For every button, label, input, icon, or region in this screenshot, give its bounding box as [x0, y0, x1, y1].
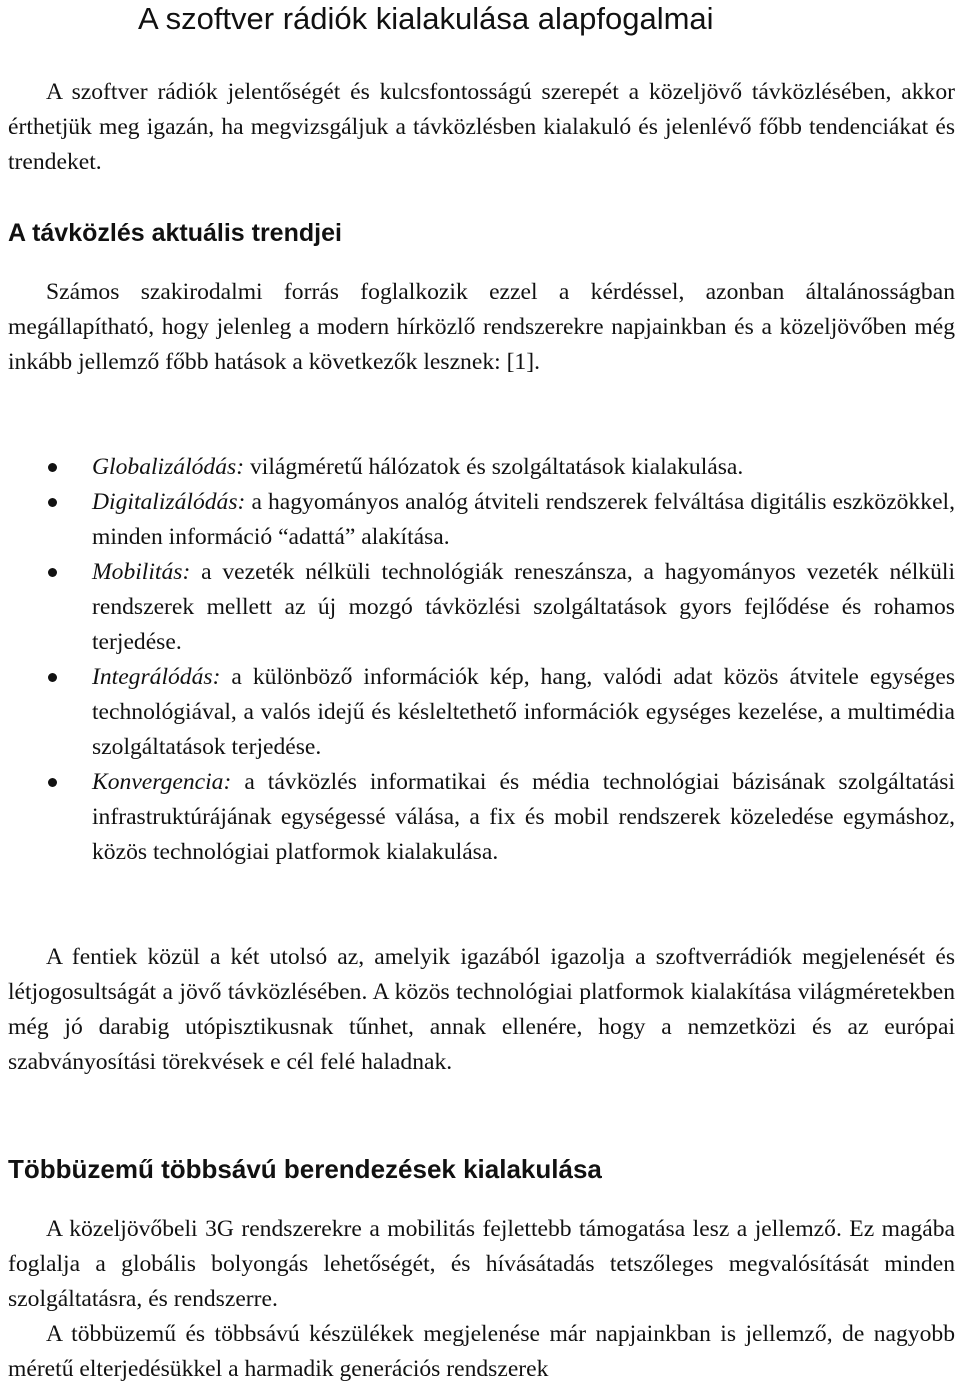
bullet-text: a különböző információk kép, hang, valódi adat közös átvitele egységes technológiával, a valós idejű és késleltethető információk egységes kezelése, a multimédia szolgáltatások terjedése.: [92, 664, 955, 760]
bullet-icon: [48, 498, 57, 507]
bullet-icon: [48, 673, 57, 682]
bullet-text: világméretű hálózatok és szolgáltatások kialakulása.: [244, 454, 744, 480]
section-heading-multimode: Többüzemű többsávú berendezések kialakulása: [8, 1154, 602, 1184]
page-title: A szoftver rádiók kialakulása alapfogalmai: [138, 1, 714, 36]
bullet-term: Globalizálódás:: [92, 454, 245, 480]
list-item: [8, 485, 955, 555]
bullet-term: Integrálódás:: [92, 664, 221, 690]
list-item: [8, 555, 955, 660]
closing-paragraph: A fentiek közül a két utolsó az, amelyik igazából igazolja a szoftverrádiók megjelenését és létjogosultságát a jövő távközlésében. A közös technológiai platformok kialakítása világméretekben még jó darabig utópisztikusnak tűnhet, annak ellenére, hogy a nemzetközi és az európai szabványosítási törekvések e cél felé haladnak.: [8, 944, 955, 1075]
bullet-text: a hagyományos analóg átviteli rendszerek felváltása digitális eszközökkel, minden információ “adattá” alakítása.: [92, 489, 955, 550]
multimode-paragraph-2: A többüzemű és többsávú készülékek megjelenése már napjainkban is jellemző, de nagyobb méretű elterjedésükkel a harmadik generációs rendszerek: [8, 1321, 955, 1382]
section-heading-trends: A távközlés aktuális trendjei: [8, 219, 342, 247]
bullet-text: a távközlés informatikai és média technológiai bázisának szolgáltatási infrastruktúrájának egységessé válása, a fix és mobil rendszerek közeledése egymáshoz, közös technológiai platformok kialakulása.: [92, 769, 955, 865]
multimode-paragraph-1: A közeljövőbeli 3G rendszerekre a mobilitás fejlettebb támogatása lesz a jellemző. Ez magába foglalja a globális bolyongás lehetőségét, és hívásátadás tetszőleges megvalósítását minden szolgáltatásra, és rendszerre.: [8, 1216, 955, 1312]
list-item: [8, 660, 955, 765]
bullet-term: Konvergencia:: [92, 769, 232, 795]
trends-paragraph: Számos szakirodalmi forrás foglalkozik ezzel a kérdéssel, azonban általánosságban megállapítható, hogy jelenleg a modern hírközlő rendszerekre napjainkban és a közeljövőben még inkább jellemző főbb hatások a következők lesznek: [1].: [8, 279, 955, 375]
bullet-icon: [48, 778, 57, 787]
bullet-text: a vezeték nélküli technológiák reneszánsza, a hagyományos vezeték nélküli rendszerek mellett az új mozgó távközlési szolgáltatások gyors fejlődése és rohamos terjedése.: [92, 559, 955, 655]
bullet-icon: [48, 463, 57, 472]
list-item: [8, 450, 955, 485]
intro-paragraph: A szoftver rádiók jelentőségét és kulcsfontosságú szerepét a közeljövő távközlésében, akkor érthetjük meg igazán, ha megvizsgáljuk a távközlésben kialakuló és jelenlévő főbb tendenciákat és trendeket.: [8, 79, 955, 175]
bullet-term: Digitalizálódás:: [92, 489, 246, 515]
bullet-icon: [48, 568, 57, 577]
bullet-term: Mobilitás:: [92, 559, 191, 585]
list-item: [8, 765, 955, 870]
trends-list: [8, 450, 955, 870]
